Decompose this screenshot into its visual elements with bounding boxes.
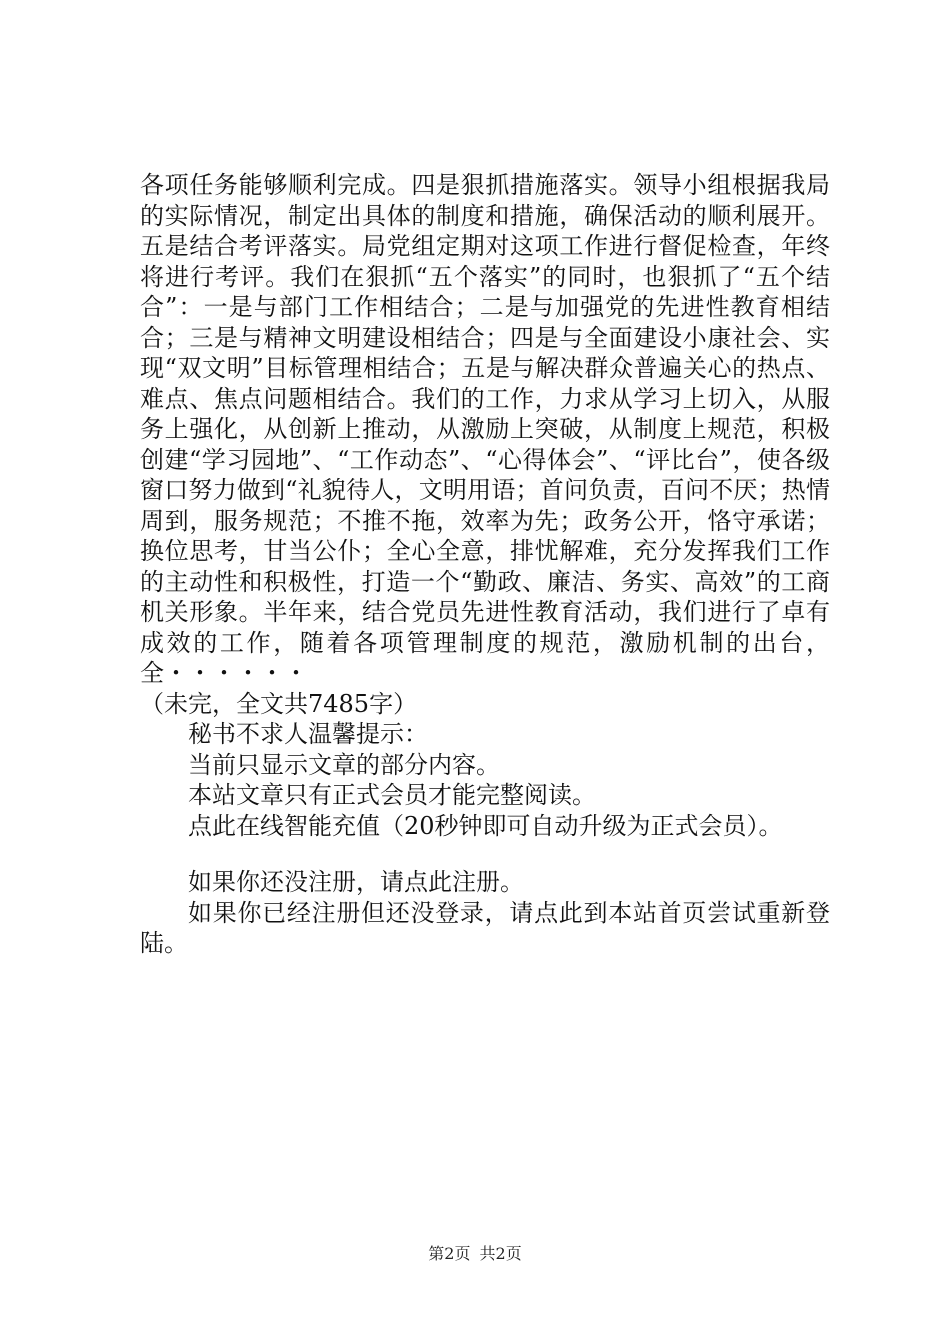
page-footer bbox=[0, 1244, 950, 1264]
document-body bbox=[140, 170, 830, 959]
spacer bbox=[140, 841, 830, 867]
tip-title: 秘书不求人温馨提示： bbox=[188, 720, 428, 748]
tip-members-only[interactable]: 本站文章只有正式会员才能完整阅读。 bbox=[188, 781, 596, 809]
tip-partial-content: 当前只显示文章的部分内容。 bbox=[188, 750, 500, 779]
truncation-note: （未完，全文共7485字） bbox=[140, 689, 418, 718]
register-link[interactable]: 如果你还没注册，请点此注册。 bbox=[188, 868, 524, 896]
login-link[interactable]: 如果你已经注册但还没登录，请点此到本站首页尝试重新登陆。 bbox=[140, 898, 830, 957]
recharge-link[interactable]: 点此在线智能充值（20秒钟即可自动升级为正式会员）。 bbox=[188, 811, 783, 840]
main-paragraph: 各项任务能够顺利完成。四是狠抓措施落实。领导小组根据我局的实际情况，制定出具体的制度和措施，确保活动的顺利展开。五是结合考评落实。局党组定期对这项工作进行督促检查，年终将进行考评。我们在狠抓“五个落实”的同时，也狠抓了“五个结合”：一是与部门工作相结合；二是与加强党的先进性教育相结合；三是与精神文明建设相结合；四是与全面建设小康社会、实现“双文明”目标管理相结合；五是与解决群众普遍关心的热点、难点、焦点问题相结合。我们的工作，力求从学习上切入，从服务上强化，从创新上推动，从激励上突破，从制度上规范，积极创建“学习园地”、“工作动态”、“心得体会”、“评比台”，使各级窗口努力做到“礼貌待人，文明用语；首问负责，百问不厌；热情周到，服务规范；不推不拖，效率为先；政务公开，恪守承诺；换位思考，甘当公仆；全心全意，排忧解难，充分发挥我们工作的主动性和积极性，打造一个“勤政、廉洁、务实、高效”的工商机关形象。半年来，结合党员先进性教育活动，我们进行了卓有成效的工作，随着各项管理制度的规范，激励机制的出台，全・・・・・・ bbox=[140, 171, 830, 687]
page-current: 第2页 bbox=[428, 1244, 471, 1263]
page-total: 共2页 bbox=[479, 1244, 522, 1263]
